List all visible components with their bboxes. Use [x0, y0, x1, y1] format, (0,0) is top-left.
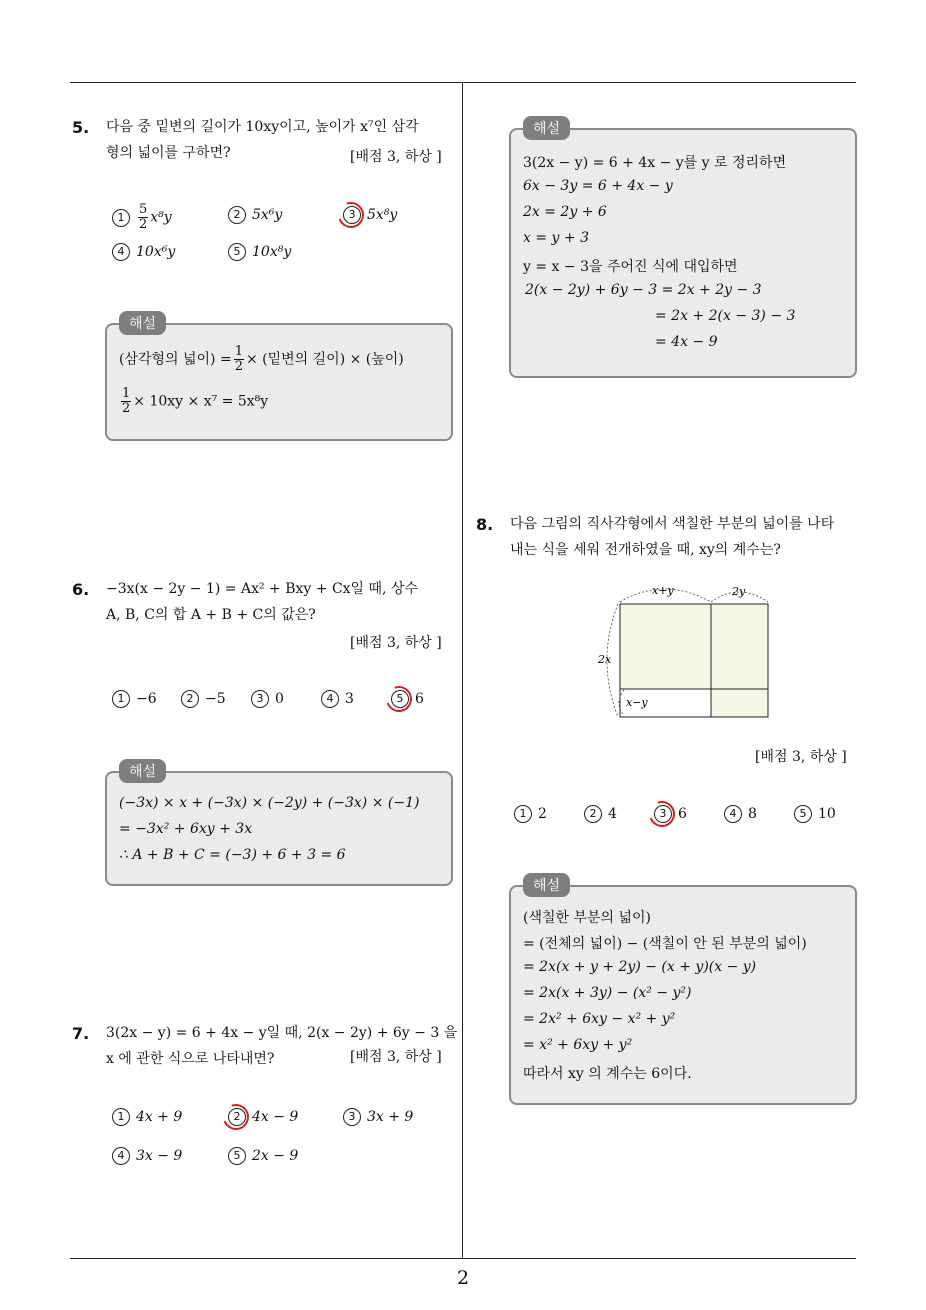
q6-solution-line3: ∴ A + B + C = (−3) + 6 + 3 = 6 [119, 847, 346, 863]
q5-line1: 다음 중 밑변의 길이가 10xy이고, 높이가 x⁷인 삼각 [106, 119, 419, 135]
q6-line1: −3x(x − 2y − 1) = Ax² + Bxy + Cx일 때, 상수 [106, 581, 418, 597]
shaded-top-right [711, 604, 768, 689]
q5-score: [배점 3, 하상 ] [350, 149, 442, 165]
q8-solution-box [509, 878, 857, 1105]
choice-number: 4 [724, 805, 742, 823]
q6-line2: A, B, C의 합 A + B + C의 값은? [106, 607, 316, 623]
label-x-plus-y: x+y [652, 584, 674, 597]
q7-solution-box [509, 121, 857, 378]
q6-solution-box [105, 764, 453, 886]
fraction: $\frac{1}{2}$ [122, 386, 131, 416]
column-divider [462, 83, 463, 1259]
q8-choice-2[interactable]: 2 4 [584, 805, 617, 823]
choice-number: 4 [112, 1147, 130, 1165]
q8-solution-line6: = x² + 6xy + y² [523, 1037, 633, 1053]
choice-number: 2 [181, 690, 199, 708]
q7-solution-line6: 2(x − 2y) + 6y − 3 = 2x + 2y − 3 [525, 282, 762, 298]
q8-question [510, 511, 834, 563]
q8-choice-1[interactable]: 1 2 [514, 805, 547, 823]
q6-choice-5[interactable]: 5 6 [391, 690, 424, 708]
q5-choice-2[interactable]: 2 5x⁶y [228, 206, 282, 224]
q5-choice-4[interactable]: 4 10x⁶y [112, 243, 175, 261]
answer-mark [334, 198, 369, 233]
q6-solution-line2: = −3x² + 6xy + 3x [119, 821, 253, 837]
q7-solution-line3: 2x = 2y + 6 [523, 204, 607, 220]
q7-solution-line1: 3(2x − y) = 6 + 4x − y를 y 로 정리하면 [523, 155, 787, 171]
q7-line1: 3(2x − y) = 6 + 4x − y일 때, 2(x − 2y) + 6y − 3 을 [106, 1025, 458, 1041]
choice-number: 3 [654, 805, 672, 823]
q7-score: [배점 3, 하상 ] [350, 1049, 442, 1065]
choice-number: 1 [112, 209, 130, 227]
q6-score: [배점 3, 하상 ] [350, 635, 442, 651]
q8-choice-4[interactable]: 4 8 [724, 805, 757, 823]
choice-number: 2 [228, 1108, 246, 1126]
label-2y: 2y [732, 585, 746, 598]
q7-solution-line8: = 4x − 9 [655, 334, 718, 350]
q8-choice-5[interactable]: 5 10 [794, 805, 836, 823]
q7-choice-2[interactable]: 2 4x − 9 [228, 1108, 298, 1126]
q8-solution-line2: = (전체의 넓이) − (색칠이 안 된 부분의 넓이) [523, 936, 807, 952]
q5-choice-3[interactable]: 3 5x⁸y [343, 206, 397, 224]
choice-number: 5 [228, 243, 246, 261]
solution-tag: 해설 [119, 759, 166, 783]
q6-solution-line1: (−3x) × x + (−3x) × (−2y) + (−3x) × (−1) [119, 795, 420, 811]
q7-number: 7. [72, 1024, 90, 1043]
choice-number: 1 [514, 805, 532, 823]
q5-choice-5[interactable]: 5 10x⁸y [228, 243, 291, 261]
q7-choice-4[interactable]: 4 3x − 9 [112, 1147, 182, 1165]
choice-number: 5 [228, 1147, 246, 1165]
label-x-minus-y: x−y [626, 696, 648, 709]
q5-number: 5. [72, 118, 90, 137]
q5-solution-line1: (삼각형의 넓이) = $\frac{1}{2}$ × (밑변의 길이) × (높이) [119, 344, 404, 374]
q5-solution-line2: $\frac{1}{2}$ × 10xy × x⁷ = 5x⁸y [122, 386, 269, 416]
q6-choice-2[interactable]: 2 −5 [181, 690, 226, 708]
q5-choice-1[interactable]: 1 $\frac{5}{2}$ x⁸y [112, 203, 172, 232]
choice-number: 1 [112, 690, 130, 708]
solution-tag: 해설 [523, 873, 570, 897]
q8-line1: 다음 그림의 직사각형에서 색칠한 부분의 넓이를 나타 [510, 516, 835, 532]
choice-number: 2 [228, 206, 246, 224]
q8-choice-3[interactable]: 3 6 [654, 805, 687, 823]
choice-number: 3 [343, 1108, 361, 1126]
choice-number: 1 [112, 1108, 130, 1126]
fraction: $\frac{1}{2}$ [234, 344, 243, 374]
q7-solution-line5: y = x − 3을 주어진 식에 대입하면 [523, 259, 738, 275]
q6-choice-4[interactable]: 4 3 [321, 690, 354, 708]
q7-solution-line2: 6x − 3y = 6 + 4x − y [523, 178, 673, 194]
bottom-rule [70, 1258, 856, 1259]
q8-number: 8. [476, 515, 494, 534]
q7-line2: x 에 관한 식으로 나타내면? [106, 1051, 275, 1067]
q6-choice-1[interactable]: 1 −6 [112, 690, 157, 708]
solution-tag: 해설 [119, 311, 166, 335]
q7-solution-line7: = 2x + 2(x − 3) − 3 [655, 308, 796, 324]
q8-solution-line5: = 2x² + 6xy − x² + y² [523, 1011, 676, 1027]
q7-choice-1[interactable]: 1 4x + 9 [112, 1108, 182, 1126]
q5-line2: 형의 넓이를 구하면? [106, 145, 231, 161]
q7-solution-line4: x = y + 3 [523, 230, 589, 246]
answer-mark [382, 682, 417, 717]
choice-number: 4 [321, 690, 339, 708]
q7-choice-5[interactable]: 5 2x − 9 [228, 1147, 298, 1165]
q8-line2: 내는 식을 세워 전개하였을 때, xy의 계수는? [510, 542, 781, 558]
q8-rectangle-figure [594, 578, 794, 738]
choice-number: 3 [343, 206, 361, 224]
q6-question [106, 576, 418, 628]
fraction: $\frac{5}{2}$ [139, 202, 148, 232]
page-number: 2 [456, 1267, 470, 1289]
answer-mark [219, 1100, 254, 1135]
choice-number: 4 [112, 243, 130, 261]
q8-solution-line3: = 2x(x + y + 2y) − (x + y)(x − y) [523, 959, 757, 975]
q8-solution-line4: = 2x(x + 3y) − (x² − y²) [523, 985, 692, 1001]
q7-choice-3[interactable]: 3 3x + 9 [343, 1108, 413, 1126]
answer-mark [645, 797, 680, 832]
choice-number: 5 [391, 690, 409, 708]
q6-choice-3[interactable]: 3 0 [251, 690, 284, 708]
choice-number: 3 [251, 690, 269, 708]
solution-tag: 해설 [523, 116, 570, 140]
shaded-top-left [620, 604, 711, 689]
q5-solution-box [105, 316, 453, 441]
q8-solution-line7: 따라서 xy 의 계수는 6이다. [523, 1066, 692, 1082]
choice-number: 2 [584, 805, 602, 823]
q8-score: [배점 3, 하상 ] [755, 749, 847, 765]
q8-solution-line1: (색칠한 부분의 넓이) [523, 910, 652, 926]
q6-number: 6. [72, 580, 90, 599]
label-2x: 2x [598, 653, 612, 666]
shaded-bottom-right [711, 689, 768, 717]
choice-number: 5 [794, 805, 812, 823]
